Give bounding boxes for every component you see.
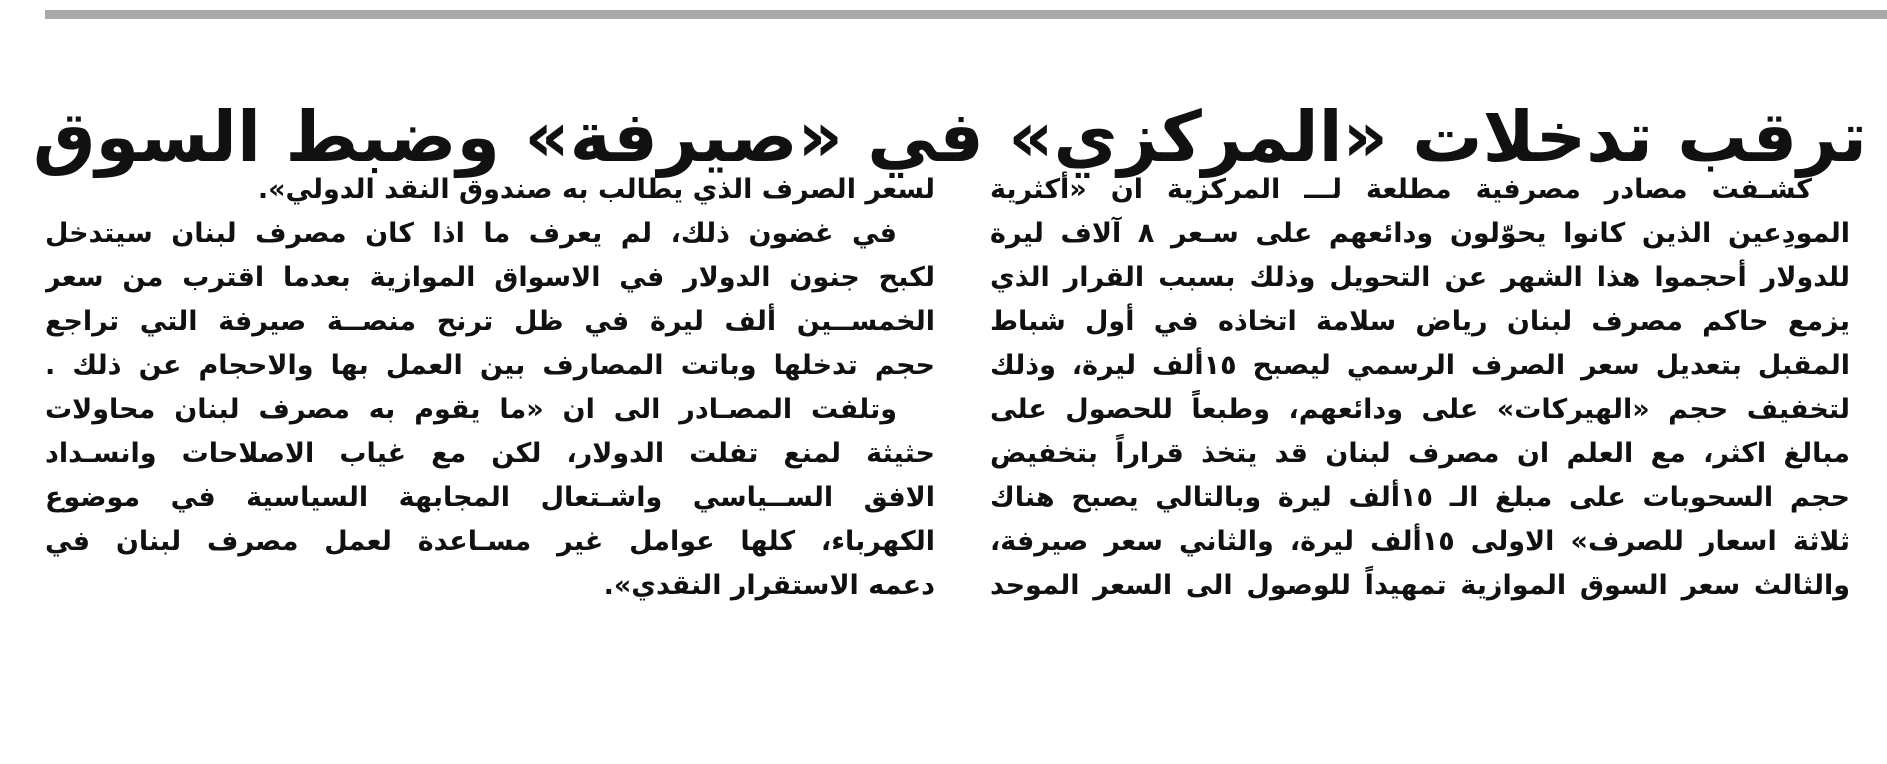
- article-line: الكهرباء، كلها عوامل غير مسـاعدة لعمل مصرف لبنان في: [45, 526, 935, 557]
- article-line: حجم السحوبات على مبلغ الـ ١٥ألف ليرة وبالتالي يصبح هناك: [990, 482, 1850, 513]
- article-line: الخمســين ألف ليرة في ظل ترنح منصــة صيرفة التي تراجع: [45, 306, 935, 337]
- article-column-right: [990, 168, 1850, 728]
- article-line: لسعر الصرف الذي يطالب به صندوق النقد الدولي».: [257, 174, 935, 205]
- headline: ترقب تدخلات «المركزي» في «صيرفة» وضبط السوق: [32, 95, 1868, 178]
- article-line: وتلفت المصـادر الى ان «ما يقوم به مصرف لبنان محاولات: [45, 394, 897, 425]
- article-line: للدولار أحجموا هذا الشهر عن التحويل وذلك بسبب القرار الذي: [990, 262, 1850, 293]
- article-line: يزمع حاكم مصرف لبنان رياض سلامة اتخاذه في أول شباط: [990, 306, 1850, 337]
- article-column-left: [45, 168, 935, 728]
- article-line: دعمه الاستقرار النقدي».: [603, 570, 935, 601]
- article-line: كشـفت مصادر مصرفية مطلعة لـــ المركزية ان «أكثرية: [990, 174, 1812, 205]
- article-line: مبالغ اكثر، مع العلم ان مصرف لبنان قد يتخذ قراراً بتخفيض: [990, 438, 1850, 469]
- article-line: حثيثة لمنع تفلت الدولار، لكن مع غياب الاصلاحات وانسـداد: [45, 438, 935, 469]
- top-divider-rule: [45, 10, 1887, 19]
- article-line: لكبح جنون الدولار في الاسواق الموازية بعدما اقترب من سعر: [45, 262, 935, 293]
- article-line: ثلاثة اسعار للصرف» الاولى ١٥ألف ليرة، والثاني سعر صيرفة،: [990, 526, 1850, 557]
- article-line: لتخفيف حجم «الهيركات» على ودائعهم، وطبعاً للحصول على: [990, 394, 1850, 425]
- article-line: حجم تدخلها وباتت المصارف بين العمل بها والاحجام عن ذلك .: [45, 350, 935, 381]
- article-line: المقبل بتعديل سعر الصرف الرسمي ليصبح ١٥ألف ليرة، وذلك: [990, 350, 1850, 381]
- article-line: والثالث سعر السوق الموازية تمهيداً للوصول الى السعر الموحد: [990, 570, 1850, 601]
- article-line: في غضون ذلك، لم يعرف ما اذا كان مصرف لبنان سيتدخل: [45, 218, 897, 249]
- article-line: المودِعين الذين كانوا يحوّلون ودائعهم على سـعر ٨ آلاف ليرة: [990, 218, 1850, 249]
- article-line: الافق الســياسي واشـتعال المجابهة السياسية في موضوع: [45, 482, 935, 513]
